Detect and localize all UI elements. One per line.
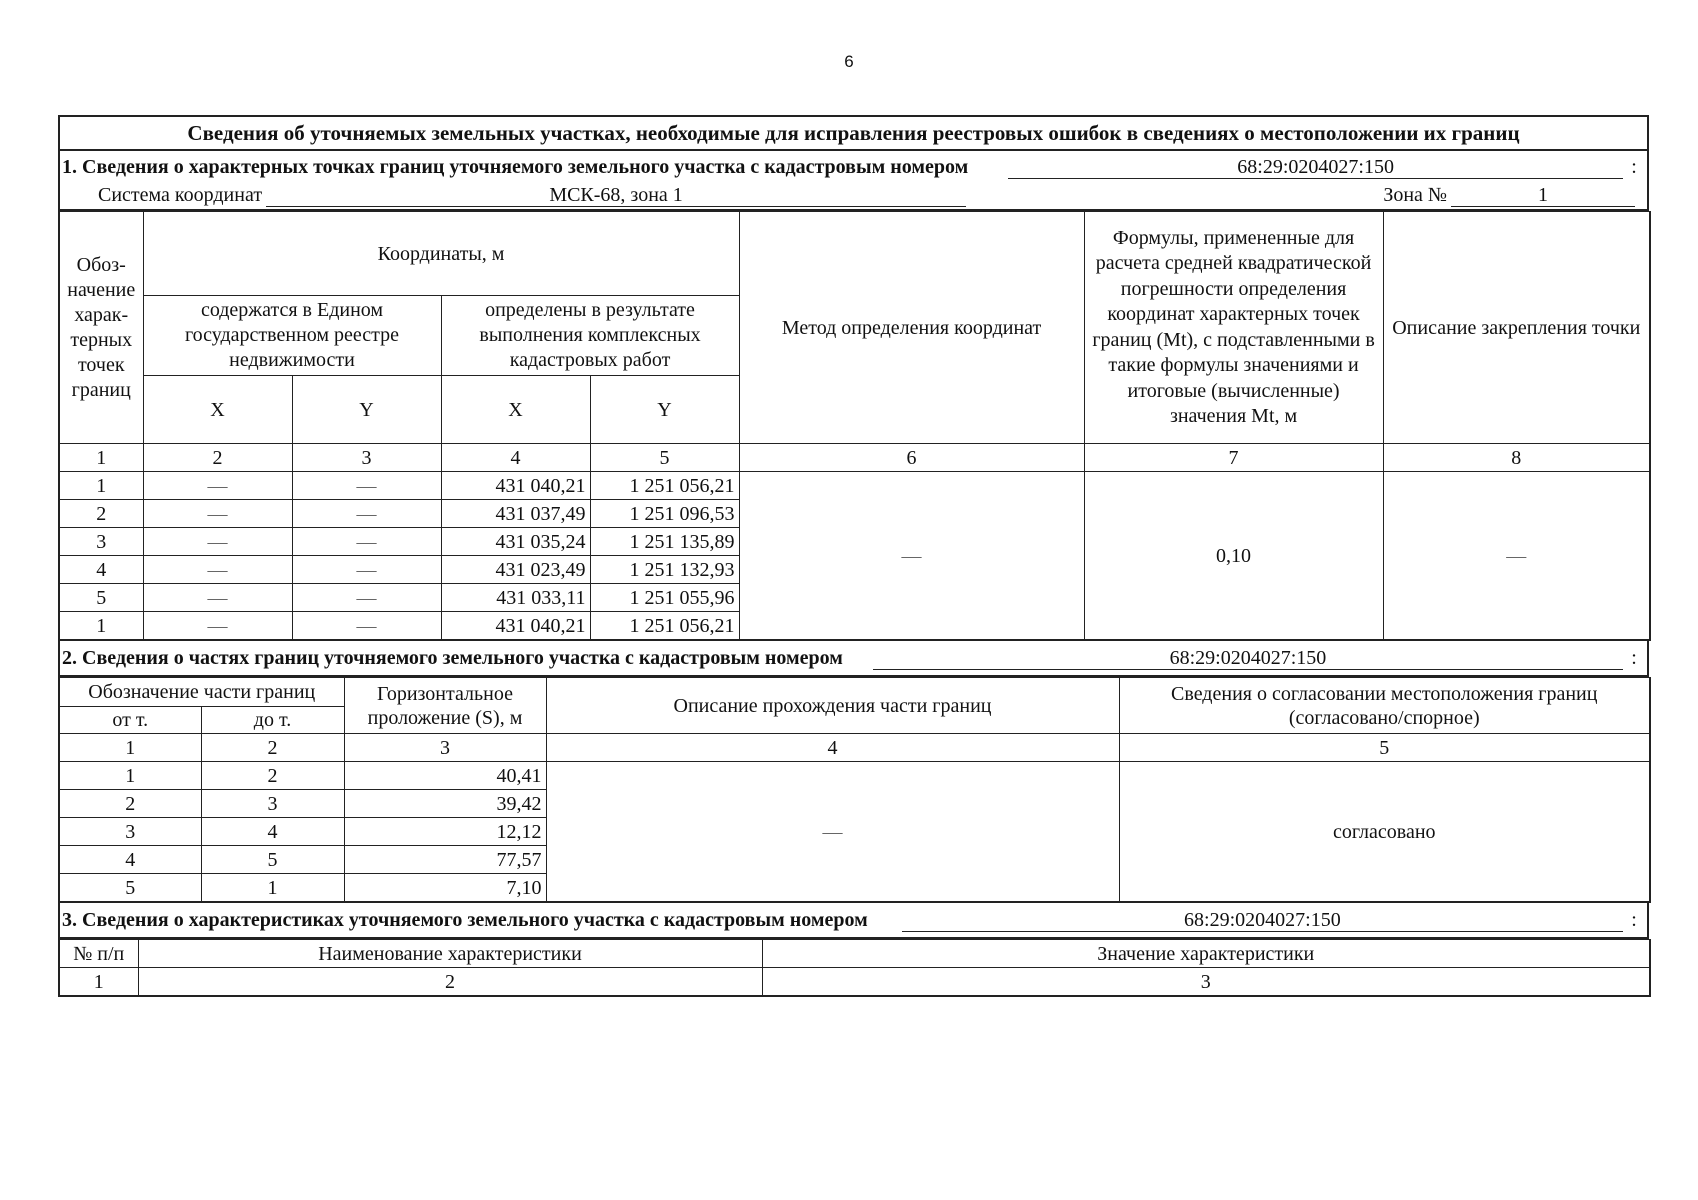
y-egrn: — bbox=[292, 556, 441, 584]
header-from: от т. bbox=[59, 707, 201, 734]
from-point: 4 bbox=[59, 846, 201, 874]
y-kkr: 1 251 096,53 bbox=[590, 500, 739, 528]
from-point: 1 bbox=[59, 762, 201, 790]
fixing-value: — bbox=[1383, 472, 1650, 641]
length-value: 12,12 bbox=[344, 818, 546, 846]
parts-table bbox=[58, 677, 1651, 903]
y-kkr: 1 251 056,21 bbox=[590, 472, 739, 500]
form-title-table bbox=[58, 115, 1649, 151]
x-egrn: — bbox=[143, 584, 292, 612]
point-id: 1 bbox=[59, 472, 143, 500]
colnum: 1 bbox=[59, 968, 138, 997]
table-row bbox=[59, 472, 1650, 500]
section3-header bbox=[58, 903, 1649, 939]
y-kkr: 1 251 135,89 bbox=[590, 528, 739, 556]
x-egrn: — bbox=[143, 472, 292, 500]
section3-cadastral-number: 68:29:0204027:150 bbox=[902, 909, 1623, 932]
colnum: 1 bbox=[59, 734, 201, 762]
section2-header bbox=[58, 641, 1649, 677]
header-y-kkr: Y bbox=[590, 376, 739, 444]
header-x-egrn: X bbox=[143, 376, 292, 444]
header-agreement: Сведения о согласовании местоположения границ (согласовано/спорное) bbox=[1119, 678, 1650, 734]
section2-colon: : bbox=[1631, 647, 1637, 669]
y-egrn: — bbox=[292, 584, 441, 612]
section2-cadastral-number: 68:29:0204027:150 bbox=[873, 647, 1623, 670]
point-id: 5 bbox=[59, 584, 143, 612]
header-coordinates: Координаты, м bbox=[143, 212, 739, 296]
column-number-row bbox=[59, 968, 1650, 997]
y-egrn: — bbox=[292, 612, 441, 641]
page-number: 6 bbox=[844, 52, 854, 71]
section1-header bbox=[58, 151, 1649, 211]
header-kkr: определены в результате выполнения комплексных кадастровых работ bbox=[441, 296, 739, 376]
to-point: 5 bbox=[201, 846, 344, 874]
y-kkr: 1 251 132,93 bbox=[590, 556, 739, 584]
point-id: 4 bbox=[59, 556, 143, 584]
length-value: 40,41 bbox=[344, 762, 546, 790]
zone-value: 1 bbox=[1451, 184, 1635, 207]
x-egrn: — bbox=[143, 556, 292, 584]
colnum: 4 bbox=[441, 444, 590, 472]
colnum: 2 bbox=[138, 968, 762, 997]
colnum: 6 bbox=[739, 444, 1084, 472]
header-value: Значение характеристики bbox=[762, 940, 1650, 968]
zone-label: Зона № bbox=[1383, 184, 1447, 206]
coord-system-value: МСК-68, зона 1 bbox=[266, 184, 966, 207]
colnum: 5 bbox=[590, 444, 739, 472]
table-row bbox=[59, 762, 1650, 790]
colnum: 7 bbox=[1084, 444, 1383, 472]
point-id: 2 bbox=[59, 500, 143, 528]
header-method: Метод определения координат bbox=[739, 212, 1084, 444]
colnum: 3 bbox=[292, 444, 441, 472]
x-kkr: 431 040,21 bbox=[441, 612, 590, 641]
coord-system-line bbox=[60, 179, 1647, 209]
length-value: 77,57 bbox=[344, 846, 546, 874]
coord-system-label: Система координат bbox=[98, 184, 263, 206]
method-value: — bbox=[739, 472, 1084, 641]
x-kkr: 431 023,49 bbox=[441, 556, 590, 584]
to-point: 2 bbox=[201, 762, 344, 790]
colnum: 2 bbox=[201, 734, 344, 762]
y-egrn: — bbox=[292, 500, 441, 528]
section2-label: 2. Сведения о частях границ уточняемого земельного участка с кадастровым номером bbox=[62, 647, 843, 669]
header-y-egrn: Y bbox=[292, 376, 441, 444]
colnum: 1 bbox=[59, 444, 143, 472]
mt-value: 0,10 bbox=[1084, 472, 1383, 641]
y-kkr: 1 251 055,96 bbox=[590, 584, 739, 612]
section1-colon: : bbox=[1631, 156, 1637, 178]
header-name: Наименование характеристики bbox=[138, 940, 762, 968]
header-num: № п/п bbox=[59, 940, 138, 968]
characteristics-table bbox=[58, 939, 1651, 997]
header-part: Обозначение части границ bbox=[59, 678, 344, 707]
to-point: 4 bbox=[201, 818, 344, 846]
y-kkr: 1 251 056,21 bbox=[590, 612, 739, 641]
header-formulas: Формулы, примененные для расчета средней квадратической погрешности определения координат характерных точек границ (Mt), с подставленными в такие формулы значениями и итоговые (вычисленные) значения Mt, м bbox=[1084, 212, 1383, 444]
y-egrn: — bbox=[292, 472, 441, 500]
x-kkr: 431 037,49 bbox=[441, 500, 590, 528]
colnum: 4 bbox=[546, 734, 1119, 762]
y-egrn: — bbox=[292, 528, 441, 556]
x-kkr: 431 033,11 bbox=[441, 584, 590, 612]
x-egrn: — bbox=[143, 612, 292, 641]
colnum: 8 bbox=[1383, 444, 1650, 472]
colnum: 5 bbox=[1119, 734, 1650, 762]
point-id: 3 bbox=[59, 528, 143, 556]
from-point: 2 bbox=[59, 790, 201, 818]
section3-colon: : bbox=[1631, 909, 1637, 931]
section1-label: 1. Сведения о характерных точках границ уточняемого земельного участка с кадастровым номером bbox=[62, 156, 969, 178]
x-egrn: — bbox=[143, 500, 292, 528]
header-designation: Обоз- начение харак- терных точек границ bbox=[59, 212, 143, 444]
agreement-value: согласовано bbox=[1119, 762, 1650, 903]
header-fixing: Описание закрепления точки bbox=[1383, 212, 1650, 444]
colnum: 3 bbox=[762, 968, 1650, 997]
x-kkr: 431 040,21 bbox=[441, 472, 590, 500]
to-point: 1 bbox=[201, 874, 344, 903]
from-point: 3 bbox=[59, 818, 201, 846]
header-to: до т. bbox=[201, 707, 344, 734]
colnum: 2 bbox=[143, 444, 292, 472]
column-number-row bbox=[59, 444, 1650, 472]
column-number-row bbox=[59, 734, 1650, 762]
section3-label: 3. Сведения о характеристиках уточняемого земельного участка с кадастровым номером bbox=[62, 909, 868, 931]
length-value: 39,42 bbox=[344, 790, 546, 818]
header-egrn: содержатся в Едином государственном реестре недвижимости bbox=[143, 296, 441, 376]
x-egrn: — bbox=[143, 528, 292, 556]
cadastral-form bbox=[58, 115, 1649, 997]
points-table bbox=[58, 211, 1651, 641]
x-kkr: 431 035,24 bbox=[441, 528, 590, 556]
header-length: Горизонтальное проложение (S), м bbox=[344, 678, 546, 734]
section1-cadastral-number: 68:29:0204027:150 bbox=[1008, 156, 1623, 179]
to-point: 3 bbox=[201, 790, 344, 818]
header-x-kkr: X bbox=[441, 376, 590, 444]
from-point: 5 bbox=[59, 874, 201, 903]
length-value: 7,10 bbox=[344, 874, 546, 903]
header-description: Описание прохождения части границ bbox=[546, 678, 1119, 734]
form-title: Сведения об уточняемых земельных участках, необходимые для исправления реестровых ошибок в сведениях о местоположении их границ bbox=[59, 116, 1648, 150]
description-value: — bbox=[546, 762, 1119, 903]
point-id: 1 bbox=[59, 612, 143, 641]
colnum: 3 bbox=[344, 734, 546, 762]
